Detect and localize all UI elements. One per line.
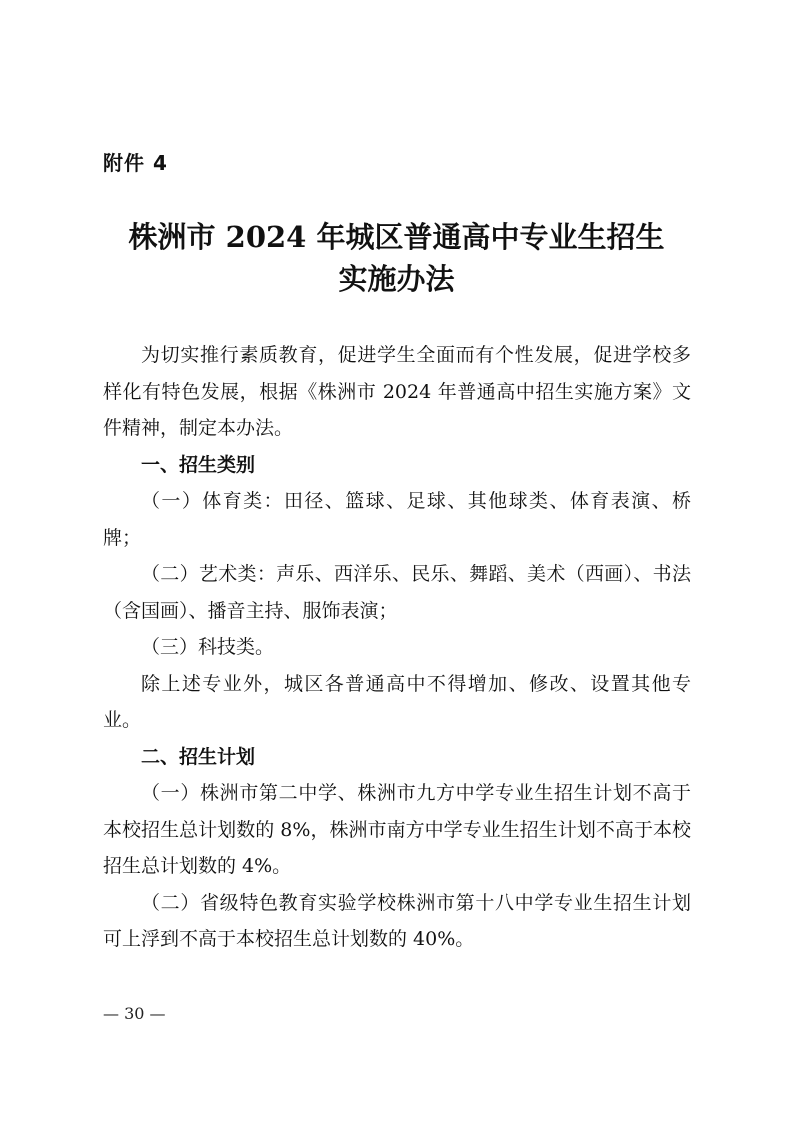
title-line-2: 实施办法 (338, 262, 455, 296)
document-body (103, 337, 691, 958)
plan-paragraph-2: （二）省级特色教育实验学校株洲市第十八中学专业生招生计划可上浮到不高于本校招生总计划数的 40%。 (103, 891, 691, 950)
intro-paragraph: 为切实推行素质教育，促进学生全面而有个性发展，促进学校多样化有特色发展，根据《株洲市 2024 年普通高中招生实施方案》文件精神，制定本办法。 (103, 344, 691, 439)
plan-paragraph-1: （一）株洲市第二中学、株洲市九方中学专业生招生计划不高于本校招生总计划数的 8%，株洲市南方中学专业生招生计划不高于本校招生总计划数的 4%。 (103, 782, 691, 877)
category-arts: （二）艺术类：声乐、西洋乐、民乐、舞蹈、美术（西画）、书法（含国画）、播音主持、服饰表演； (103, 563, 691, 622)
page-number: — 30 — (103, 1004, 166, 1023)
category-sports: （一）体育类：田径、篮球、足球、其他球类、体育表演、桥牌； (103, 490, 691, 549)
attachment-label: 附件 4 (103, 151, 168, 175)
section-heading-2: 二、招生计划 (141, 745, 256, 768)
section-heading-1: 一、招生类别 (141, 453, 256, 476)
category-technology: （三）科技类。 (141, 636, 275, 658)
title-line-1: 株洲市 2024 年城区普通高中专业生招生 (128, 220, 665, 254)
category-note: 除上述专业外，城区各普通高中不得增加、修改、设置其他专业。 (103, 672, 691, 731)
document-title (60, 216, 733, 300)
